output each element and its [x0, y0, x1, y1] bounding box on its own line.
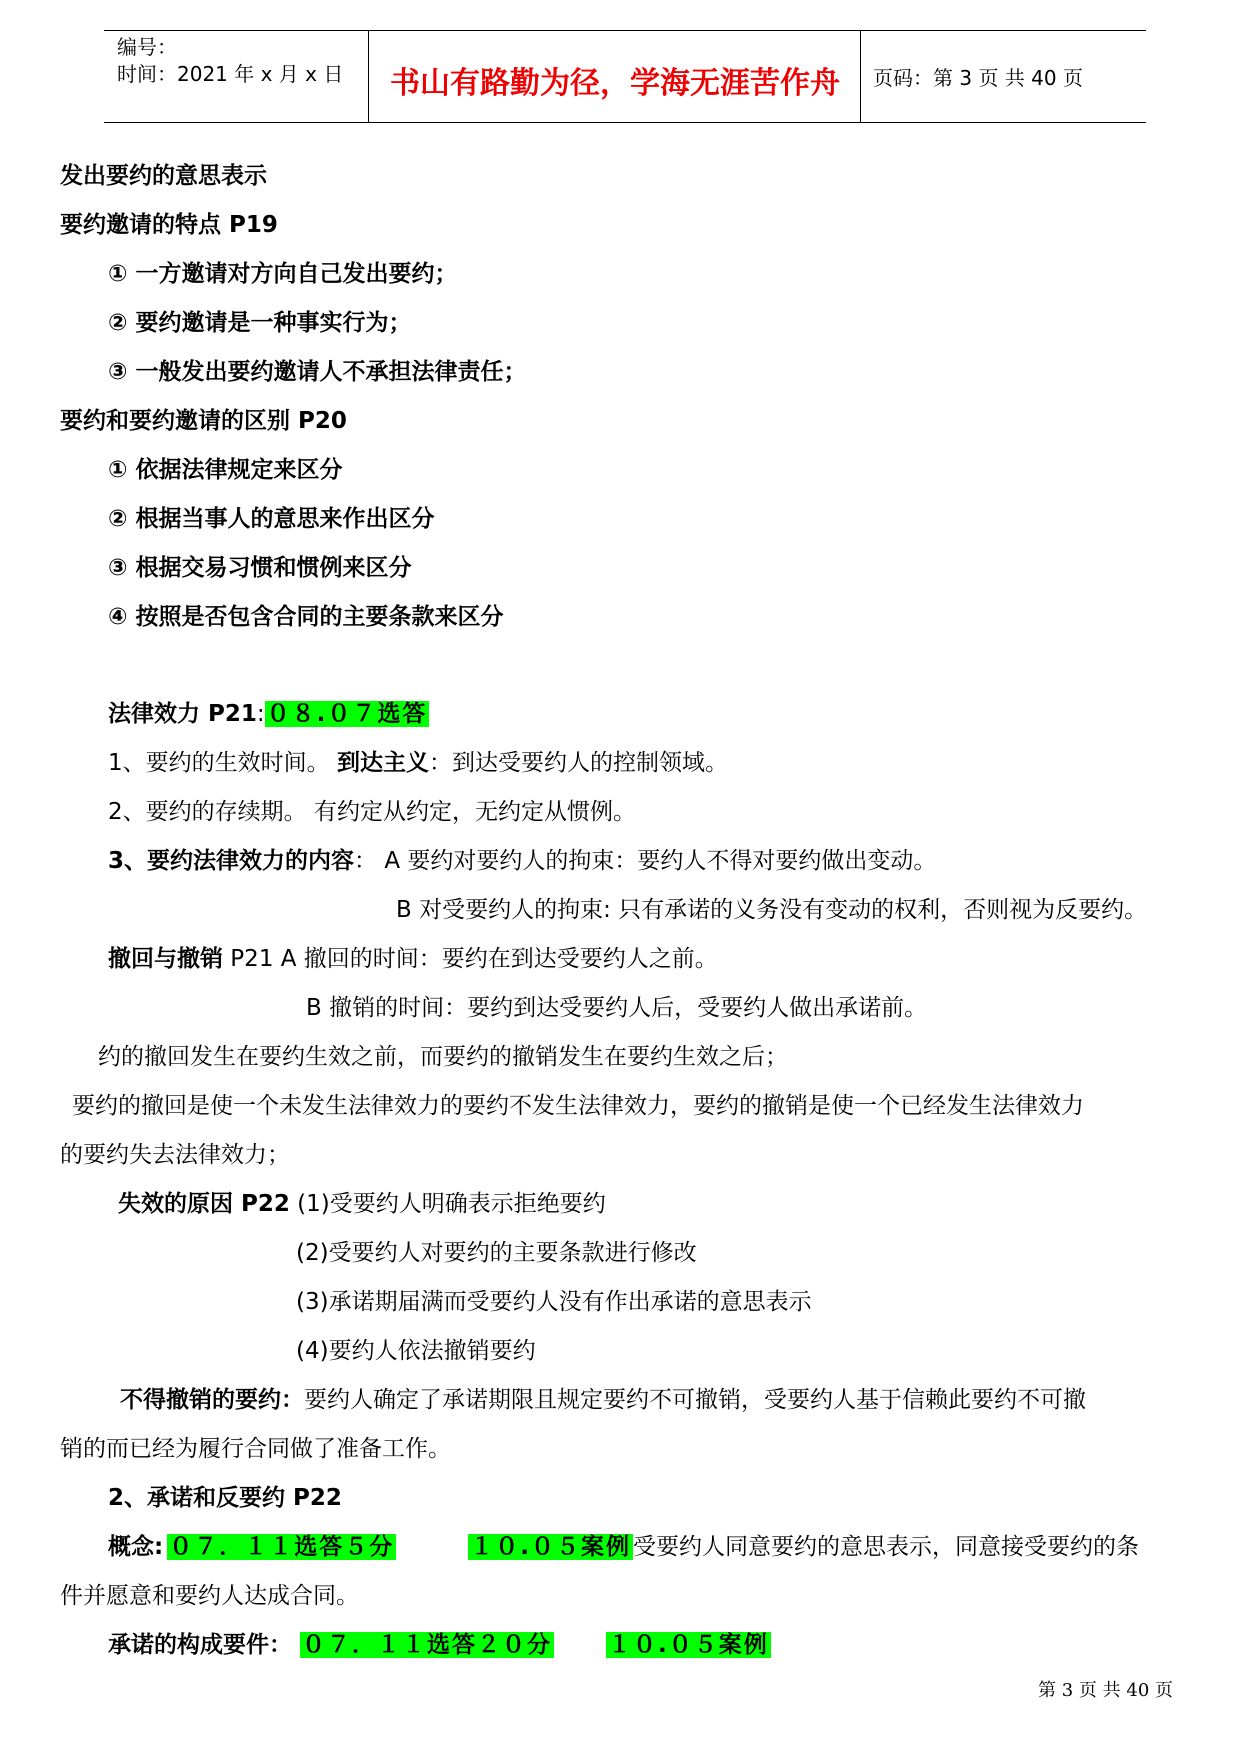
offeree-binding-line: B 对受要约人的拘束: 只有承诺的义务没有变动的权利，否则视为反要约。 — [396, 897, 1148, 923]
effect-content-text: ： A 要约对要约人的拘束：要约人不得对要约做出变动。 — [354, 848, 937, 874]
arrival-doctrine-text: ：到达受要约人的控制领域。 — [428, 750, 728, 776]
list-item: ② 根据当事人的意思来作出区分 — [108, 506, 435, 532]
irrevocable-offer-line — [120, 1384, 1086, 1416]
exam-tag: ０８.０７选答 — [266, 701, 428, 727]
exam-tag: １０.０５案例 — [470, 1534, 631, 1560]
effective-time-text: 1、要约的生效时间。 — [108, 750, 330, 776]
exam-tag: １０.０５案例 — [608, 1632, 769, 1658]
header-top-rule — [104, 30, 1146, 31]
legal-effect-label: 法律效力 P21 — [108, 701, 257, 727]
invalid-reason-4: (4)要约人依法撤销要约 — [296, 1338, 536, 1364]
paragraph-line: 约的撤回发生在要约生效之前，而要约的撤销发生在要约生效之后； — [98, 1044, 788, 1070]
header-page-label: 页码：第 3 页 共 40 页 — [873, 66, 1083, 90]
withdraw-revoke-line — [108, 943, 718, 975]
header-bottom-rule — [104, 122, 1146, 123]
invalid-reason-3: (3)承诺期届满而受要约人没有作出承诺的意思表示 — [296, 1289, 812, 1315]
concept-line — [108, 1531, 1139, 1563]
list-item: ③ 根据交易习惯和惯例来区分 — [108, 555, 412, 581]
irrevocable-offer-text: 要约人确定了承诺期限且规定要约不可撤销，受要约人基于信赖此要约不可撤 — [304, 1387, 1086, 1413]
heading-acceptance: 2、承诺和反要约 P22 — [108, 1485, 342, 1511]
concept-text: 受要约人同意要约的意思表示，同意接受要约的条 — [632, 1534, 1139, 1560]
arrival-doctrine: 到达主义 — [336, 750, 429, 776]
header-motto: 书山有路勤为径，学海无涯苦作舟 — [390, 66, 840, 101]
list-item: ② 要约邀请是一种事实行为； — [108, 310, 412, 336]
withdraw-revoke-text: P21 A 撤回的时间：要约在到达受要约人之前。 — [223, 946, 718, 972]
heading-offer-difference: 要约和要约邀请的区别 P20 — [60, 408, 347, 434]
list-item: ④ 按照是否包含合同的主要条款来区分 — [108, 604, 504, 630]
list-item: ① 依据法律规定来区分 — [108, 457, 343, 483]
header-divider-left — [368, 30, 369, 123]
concept-label: 概念: — [108, 1534, 164, 1560]
duration-line: 2、要约的存续期。 有约定从约定，无约定从惯例。 — [108, 799, 636, 825]
footer-page-number: 第 3 页 共 40 页 — [1038, 1680, 1173, 1701]
revoke-time-line: B 撤销的时间：要约到达受要约人后，受要约人做出承诺前。 — [306, 995, 928, 1021]
list-item: ① 一方邀请对方向自己发出要约； — [108, 261, 458, 287]
invalid-reasons-label: 失效的原因 P22 — [118, 1191, 290, 1217]
exam-tag: ０７．１１选答５分 — [169, 1534, 395, 1560]
paragraph-line: 件并愿意和要约人达成合同。 — [60, 1583, 359, 1609]
exam-tag: ０７．１１选答２０分 — [302, 1632, 552, 1658]
header-number-label: 编号： — [117, 35, 177, 59]
invalid-reasons-line — [118, 1188, 606, 1220]
paragraph-line: 销的而已经为履行合同做了准备工作。 — [60, 1436, 451, 1462]
withdraw-revoke-label: 撤回与撤销 — [108, 946, 223, 972]
paragraph-line: 要约的撤回是使一个未发生法律效力的要约不发生法律效力，要约的撤销是使一个已经发生法律效力 — [72, 1093, 1084, 1119]
legal-effect-line — [108, 698, 429, 730]
list-item: ③ 一般发出要约邀请人不承担法律责任； — [108, 359, 527, 385]
invalid-reason-1: (1)受要约人明确表示拒绝要约 — [289, 1191, 606, 1217]
heading-offer-intent: 发出要约的意思表示 — [60, 163, 267, 189]
irrevocable-offer-label: 不得撤销的要约： — [120, 1387, 304, 1413]
effect-content-label: 3、要约法律效力的内容 — [108, 848, 355, 874]
effect-content-line — [108, 845, 936, 877]
effective-time-line — [108, 747, 728, 779]
paragraph-line: 的要约失去法律效力； — [60, 1142, 290, 1168]
acceptance-elements-label: 承诺的构成要件： — [108, 1632, 292, 1658]
acceptance-elements-line — [108, 1629, 771, 1661]
legal-effect-sep: : — [256, 701, 265, 727]
heading-invitation-features: 要约邀请的特点 P19 — [60, 212, 278, 238]
header-time-label: 时间：2021 年 x 月 x 日 — [117, 62, 344, 86]
header-divider-right — [860, 30, 861, 123]
invalid-reason-2: (2)受要约人对要约的主要条款进行修改 — [296, 1240, 697, 1266]
